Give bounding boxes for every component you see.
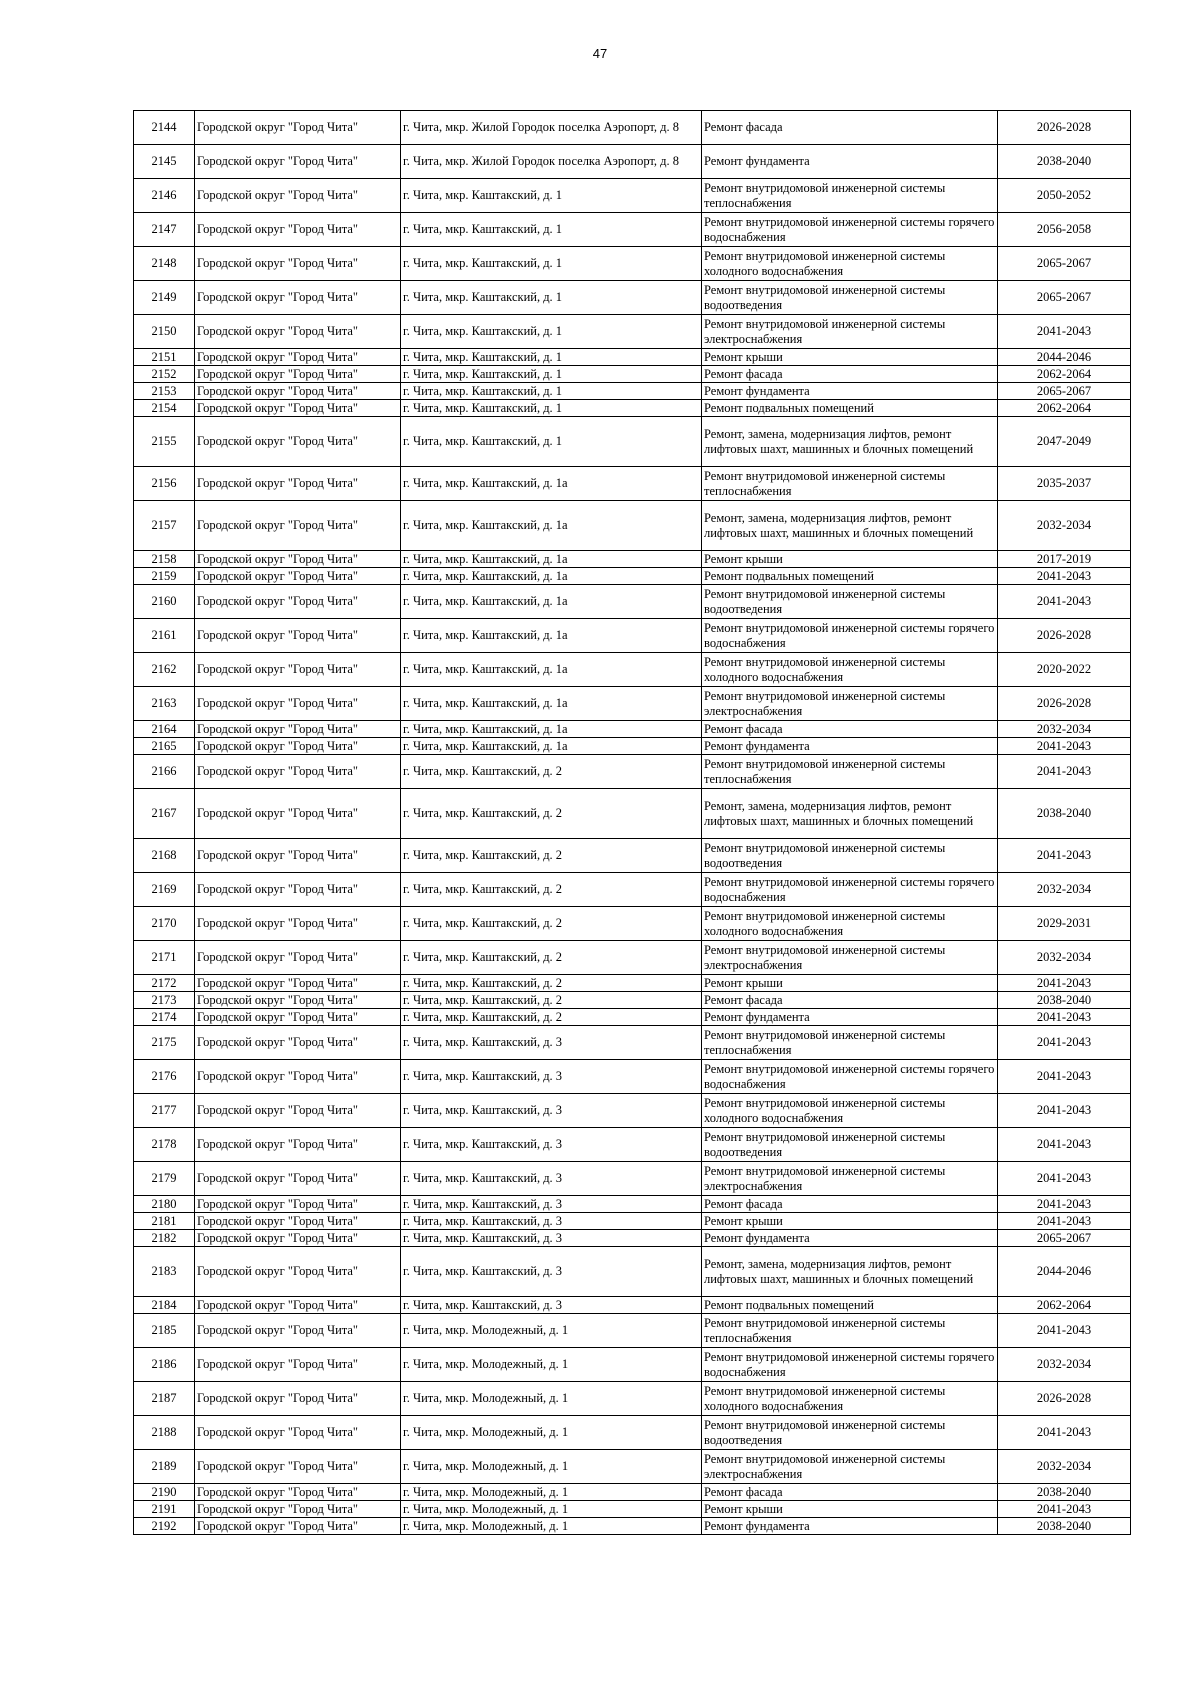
years-cell: 2041-2043	[998, 1060, 1131, 1094]
row-number-cell: 2179	[134, 1162, 195, 1196]
municipality-cell: Городской округ "Город Чита"	[195, 315, 401, 349]
row-number-cell: 2167	[134, 789, 195, 839]
work-type-cell: Ремонт фундамента	[702, 1009, 998, 1026]
municipality-cell: Городской округ "Город Чита"	[195, 789, 401, 839]
municipality-cell: Городской округ "Город Чита"	[195, 1382, 401, 1416]
address-cell: г. Чита, мкр. Молодежный, д. 1	[401, 1348, 702, 1382]
municipality-cell: Городской округ "Город Чита"	[195, 1162, 401, 1196]
table-row	[134, 1416, 1131, 1450]
work-type-cell: Ремонт внутридомовой инженерной системы горячего водоснабжения	[702, 619, 998, 653]
row-number-cell: 2155	[134, 417, 195, 467]
municipality-cell: Городской округ "Город Чита"	[195, 281, 401, 315]
work-type-cell: Ремонт фундамента	[702, 145, 998, 179]
address-cell: г. Чита, мкр. Каштакский, д. 1а	[401, 551, 702, 568]
row-number-cell: 2168	[134, 839, 195, 873]
work-type-cell: Ремонт внутридомовой инженерной системы водоотведения	[702, 839, 998, 873]
years-cell: 2026-2028	[998, 111, 1131, 145]
years-cell: 2044-2046	[998, 1247, 1131, 1297]
work-type-cell: Ремонт, замена, модернизация лифтов, ремонт лифтовых шахт, машинных и блочных помещений	[702, 1247, 998, 1297]
table-row	[134, 585, 1131, 619]
municipality-cell: Городской округ "Город Чита"	[195, 1247, 401, 1297]
address-cell: г. Чита, мкр. Каштакский, д. 3	[401, 1162, 702, 1196]
address-cell: г. Чита, мкр. Каштакский, д. 3	[401, 1247, 702, 1297]
table-row	[134, 721, 1131, 738]
work-type-cell: Ремонт внутридомовой инженерной системы водоотведения	[702, 281, 998, 315]
table-row	[134, 1213, 1131, 1230]
address-cell: г. Чита, мкр. Каштакский, д. 3	[401, 1026, 702, 1060]
row-number-cell: 2154	[134, 400, 195, 417]
address-cell: г. Чита, мкр. Жилой Городок поселка Аэропорт, д. 8	[401, 111, 702, 145]
table-row	[134, 1501, 1131, 1518]
work-type-cell: Ремонт фасада	[702, 992, 998, 1009]
work-type-cell: Ремонт внутридомовой инженерной системы холодного водоснабжения	[702, 247, 998, 281]
table-row	[134, 1060, 1131, 1094]
address-cell: г. Чита, мкр. Каштакский, д. 1а	[401, 501, 702, 551]
work-type-cell: Ремонт крыши	[702, 1213, 998, 1230]
work-type-cell: Ремонт крыши	[702, 975, 998, 992]
address-cell: г. Чита, мкр. Каштакский, д. 2	[401, 975, 702, 992]
municipality-cell: Городской округ "Город Чита"	[195, 687, 401, 721]
address-cell: г. Чита, мкр. Каштакский, д. 1а	[401, 619, 702, 653]
row-number-cell: 2162	[134, 653, 195, 687]
municipality-cell: Городской округ "Город Чита"	[195, 1501, 401, 1518]
address-cell: г. Чита, мкр. Молодежный, д. 1	[401, 1484, 702, 1501]
table-row	[134, 1247, 1131, 1297]
address-cell: г. Чита, мкр. Жилой Городок поселка Аэропорт, д. 8	[401, 145, 702, 179]
address-cell: г. Чита, мкр. Каштакский, д. 1а	[401, 687, 702, 721]
row-number-cell: 2147	[134, 213, 195, 247]
work-type-cell: Ремонт внутридомовой инженерной системы горячего водоснабжения	[702, 213, 998, 247]
row-number-cell: 2174	[134, 1009, 195, 1026]
years-cell: 2038-2040	[998, 1484, 1131, 1501]
municipality-cell: Городской округ "Город Чита"	[195, 1128, 401, 1162]
municipality-cell: Городской округ "Город Чита"	[195, 992, 401, 1009]
table-row	[134, 1314, 1131, 1348]
table-row	[134, 247, 1131, 281]
row-number-cell: 2146	[134, 179, 195, 213]
address-cell: г. Чита, мкр. Каштакский, д. 3	[401, 1297, 702, 1314]
work-type-cell: Ремонт фасада	[702, 1484, 998, 1501]
years-cell: 2029-2031	[998, 907, 1131, 941]
years-cell: 2065-2067	[998, 281, 1131, 315]
years-cell: 2038-2040	[998, 1518, 1131, 1535]
address-cell: г. Чита, мкр. Каштакский, д. 3	[401, 1196, 702, 1213]
work-type-cell: Ремонт внутридомовой инженерной системы электроснабжения	[702, 941, 998, 975]
address-cell: г. Чита, мкр. Каштакский, д. 3	[401, 1094, 702, 1128]
work-type-cell: Ремонт внутридомовой инженерной системы водоотведения	[702, 585, 998, 619]
work-type-cell: Ремонт внутридомовой инженерной системы горячего водоснабжения	[702, 873, 998, 907]
row-number-cell: 2153	[134, 383, 195, 400]
municipality-cell: Городской округ "Город Чита"	[195, 501, 401, 551]
work-type-cell: Ремонт внутридомовой инженерной системы теплоснабжения	[702, 467, 998, 501]
address-cell: г. Чита, мкр. Каштакский, д. 1	[401, 349, 702, 366]
table-row	[134, 941, 1131, 975]
address-cell: г. Чита, мкр. Каштакский, д. 1	[401, 400, 702, 417]
work-type-cell: Ремонт внутридомовой инженерной системы холодного водоснабжения	[702, 653, 998, 687]
row-number-cell: 2157	[134, 501, 195, 551]
municipality-cell: Городской округ "Город Чита"	[195, 467, 401, 501]
address-cell: г. Чита, мкр. Каштакский, д. 3	[401, 1060, 702, 1094]
years-cell: 2032-2034	[998, 721, 1131, 738]
row-number-cell: 2159	[134, 568, 195, 585]
row-number-cell: 2187	[134, 1382, 195, 1416]
table-row	[134, 366, 1131, 383]
table-row	[134, 1009, 1131, 1026]
table-row	[134, 145, 1131, 179]
address-cell: г. Чита, мкр. Молодежный, д. 1	[401, 1518, 702, 1535]
table-row	[134, 992, 1131, 1009]
years-cell: 2032-2034	[998, 1450, 1131, 1484]
work-type-cell: Ремонт внутридомовой инженерной системы водоотведения	[702, 1128, 998, 1162]
row-number-cell: 2171	[134, 941, 195, 975]
row-number-cell: 2160	[134, 585, 195, 619]
municipality-cell: Городской округ "Город Чита"	[195, 1314, 401, 1348]
table-row	[134, 975, 1131, 992]
work-type-cell: Ремонт внутридомовой инженерной системы электроснабжения	[702, 1450, 998, 1484]
municipality-cell: Городской округ "Город Чита"	[195, 247, 401, 281]
row-number-cell: 2180	[134, 1196, 195, 1213]
address-cell: г. Чита, мкр. Каштакский, д. 1	[401, 366, 702, 383]
work-type-cell: Ремонт фасада	[702, 1196, 998, 1213]
years-cell: 2056-2058	[998, 213, 1131, 247]
row-number-cell: 2152	[134, 366, 195, 383]
table-row	[134, 281, 1131, 315]
address-cell: г. Чита, мкр. Каштакский, д. 1	[401, 179, 702, 213]
row-number-cell: 2172	[134, 975, 195, 992]
years-cell: 2041-2043	[998, 1213, 1131, 1230]
work-type-cell: Ремонт внутридомовой инженерной системы теплоснабжения	[702, 1026, 998, 1060]
table-row	[134, 738, 1131, 755]
years-cell: 2038-2040	[998, 145, 1131, 179]
row-number-cell: 2188	[134, 1416, 195, 1450]
work-type-cell: Ремонт фундамента	[702, 738, 998, 755]
address-cell: г. Чита, мкр. Каштакский, д. 1а	[401, 568, 702, 585]
address-cell: г. Чита, мкр. Молодежный, д. 1	[401, 1501, 702, 1518]
municipality-cell: Городской округ "Город Чита"	[195, 941, 401, 975]
work-type-cell: Ремонт фундамента	[702, 1230, 998, 1247]
address-cell: г. Чита, мкр. Каштакский, д. 2	[401, 755, 702, 789]
municipality-cell: Городской округ "Город Чита"	[195, 1094, 401, 1128]
row-number-cell: 2150	[134, 315, 195, 349]
address-cell: г. Чита, мкр. Каштакский, д. 1	[401, 315, 702, 349]
years-cell: 2041-2043	[998, 755, 1131, 789]
row-number-cell: 2161	[134, 619, 195, 653]
municipality-cell: Городской округ "Город Чита"	[195, 1009, 401, 1026]
row-number-cell: 2163	[134, 687, 195, 721]
address-cell: г. Чита, мкр. Каштакский, д. 1	[401, 247, 702, 281]
municipality-cell: Городской округ "Город Чита"	[195, 1213, 401, 1230]
table-row	[134, 687, 1131, 721]
municipality-cell: Городской округ "Город Чита"	[195, 366, 401, 383]
years-cell: 2041-2043	[998, 975, 1131, 992]
address-cell: г. Чита, мкр. Каштакский, д. 1а	[401, 721, 702, 738]
table-row	[134, 111, 1131, 145]
row-number-cell: 2165	[134, 738, 195, 755]
address-cell: г. Чита, мкр. Каштакский, д. 1	[401, 281, 702, 315]
work-type-cell: Ремонт внутридомовой инженерной системы теплоснабжения	[702, 755, 998, 789]
work-type-cell: Ремонт крыши	[702, 551, 998, 568]
municipality-cell: Городской округ "Город Чита"	[195, 417, 401, 467]
table-row	[134, 349, 1131, 366]
municipality-cell: Городской округ "Город Чита"	[195, 907, 401, 941]
work-type-cell: Ремонт подвальных помещений	[702, 1297, 998, 1314]
work-type-cell: Ремонт внутридомовой инженерной системы электроснабжения	[702, 687, 998, 721]
years-cell: 2038-2040	[998, 992, 1131, 1009]
row-number-cell: 2156	[134, 467, 195, 501]
row-number-cell: 2149	[134, 281, 195, 315]
work-type-cell: Ремонт, замена, модернизация лифтов, ремонт лифтовых шахт, машинных и блочных помещений	[702, 789, 998, 839]
address-cell: г. Чита, мкр. Каштакский, д. 2	[401, 839, 702, 873]
row-number-cell: 2175	[134, 1026, 195, 1060]
years-cell: 2041-2043	[998, 738, 1131, 755]
work-type-cell: Ремонт внутридомовой инженерной системы холодного водоснабжения	[702, 1382, 998, 1416]
municipality-cell: Городской округ "Город Чита"	[195, 738, 401, 755]
work-type-cell: Ремонт внутридомовой инженерной системы холодного водоснабжения	[702, 1094, 998, 1128]
municipality-cell: Городской округ "Город Чита"	[195, 1230, 401, 1247]
municipality-cell: Городской округ "Город Чита"	[195, 1416, 401, 1450]
table-row	[134, 1196, 1131, 1213]
address-cell: г. Чита, мкр. Молодежный, д. 1	[401, 1450, 702, 1484]
years-cell: 2050-2052	[998, 179, 1131, 213]
years-cell: 2041-2043	[998, 1009, 1131, 1026]
work-type-cell: Ремонт фасада	[702, 366, 998, 383]
municipality-cell: Городской округ "Город Чита"	[195, 551, 401, 568]
row-number-cell: 2158	[134, 551, 195, 568]
row-number-cell: 2170	[134, 907, 195, 941]
years-cell: 2032-2034	[998, 873, 1131, 907]
address-cell: г. Чита, мкр. Молодежный, д. 1	[401, 1382, 702, 1416]
table-row	[134, 417, 1131, 467]
municipality-cell: Городской округ "Город Чита"	[195, 179, 401, 213]
row-number-cell: 2191	[134, 1501, 195, 1518]
address-cell: г. Чита, мкр. Каштакский, д. 3	[401, 1128, 702, 1162]
years-cell: 2026-2028	[998, 1382, 1131, 1416]
work-type-cell: Ремонт подвальных помещений	[702, 568, 998, 585]
row-number-cell: 2184	[134, 1297, 195, 1314]
table-row	[134, 1094, 1131, 1128]
table-row	[134, 568, 1131, 585]
work-type-cell: Ремонт внутридомовой инженерной системы теплоснабжения	[702, 179, 998, 213]
table-row	[134, 383, 1131, 400]
work-type-cell: Ремонт внутридомовой инженерной системы водоотведения	[702, 1416, 998, 1450]
row-number-cell: 2177	[134, 1094, 195, 1128]
table-row	[134, 213, 1131, 247]
municipality-cell: Городской округ "Город Чита"	[195, 568, 401, 585]
municipality-cell: Городской округ "Город Чита"	[195, 1297, 401, 1314]
years-cell: 2065-2067	[998, 1230, 1131, 1247]
page-number: 47	[592, 46, 608, 61]
table-row	[134, 789, 1131, 839]
address-cell: г. Чита, мкр. Каштакский, д. 2	[401, 992, 702, 1009]
table-row	[134, 551, 1131, 568]
years-cell: 2041-2043	[998, 1128, 1131, 1162]
row-number-cell: 2151	[134, 349, 195, 366]
address-cell: г. Чита, мкр. Каштакский, д. 2	[401, 1009, 702, 1026]
municipality-cell: Городской округ "Город Чита"	[195, 1196, 401, 1213]
address-cell: г. Чита, мкр. Молодежный, д. 1	[401, 1416, 702, 1450]
years-cell: 2020-2022	[998, 653, 1131, 687]
municipality-cell: Городской округ "Город Чита"	[195, 585, 401, 619]
years-cell: 2041-2043	[998, 315, 1131, 349]
municipality-cell: Городской округ "Город Чита"	[195, 619, 401, 653]
table-row	[134, 179, 1131, 213]
table-row	[134, 873, 1131, 907]
work-type-cell: Ремонт, замена, модернизация лифтов, ремонт лифтовых шахт, машинных и блочных помещений	[702, 501, 998, 551]
address-cell: г. Чита, мкр. Каштакский, д. 1а	[401, 585, 702, 619]
address-cell: г. Чита, мкр. Каштакский, д. 1	[401, 213, 702, 247]
row-number-cell: 2182	[134, 1230, 195, 1247]
years-cell: 2026-2028	[998, 687, 1131, 721]
work-type-cell: Ремонт фундамента	[702, 1518, 998, 1535]
table-row	[134, 653, 1131, 687]
address-cell: г. Чита, мкр. Каштакский, д. 2	[401, 907, 702, 941]
work-type-cell: Ремонт подвальных помещений	[702, 400, 998, 417]
municipality-cell: Городской округ "Город Чита"	[195, 873, 401, 907]
years-cell: 2044-2046	[998, 349, 1131, 366]
work-type-cell: Ремонт фасада	[702, 111, 998, 145]
table-row	[134, 315, 1131, 349]
work-type-cell: Ремонт крыши	[702, 1501, 998, 1518]
row-number-cell: 2192	[134, 1518, 195, 1535]
row-number-cell: 2181	[134, 1213, 195, 1230]
years-cell: 2041-2043	[998, 568, 1131, 585]
municipality-cell: Городской округ "Город Чита"	[195, 213, 401, 247]
table-row	[134, 501, 1131, 551]
row-number-cell: 2164	[134, 721, 195, 738]
address-cell: г. Чита, мкр. Каштакский, д. 1а	[401, 467, 702, 501]
repair-schedule-table	[133, 110, 1131, 1535]
address-cell: г. Чита, мкр. Каштакский, д. 1	[401, 417, 702, 467]
municipality-cell: Городской округ "Город Чита"	[195, 1348, 401, 1382]
years-cell: 2041-2043	[998, 1416, 1131, 1450]
years-cell: 2032-2034	[998, 941, 1131, 975]
row-number-cell: 2190	[134, 1484, 195, 1501]
years-cell: 2041-2043	[998, 839, 1131, 873]
municipality-cell: Городской округ "Город Чита"	[195, 839, 401, 873]
years-cell: 2041-2043	[998, 1094, 1131, 1128]
address-cell: г. Чита, мкр. Молодежный, д. 1	[401, 1314, 702, 1348]
table-row	[134, 1348, 1131, 1382]
table-body	[134, 111, 1131, 1535]
years-cell: 2047-2049	[998, 417, 1131, 467]
municipality-cell: Городской округ "Город Чита"	[195, 755, 401, 789]
municipality-cell: Городской округ "Город Чита"	[195, 653, 401, 687]
address-cell: г. Чита, мкр. Каштакский, д. 2	[401, 941, 702, 975]
municipality-cell: Городской округ "Город Чита"	[195, 721, 401, 738]
municipality-cell: Городской округ "Город Чита"	[195, 1060, 401, 1094]
table-row	[134, 467, 1131, 501]
table-row	[134, 1230, 1131, 1247]
municipality-cell: Городской округ "Город Чита"	[195, 400, 401, 417]
table-row	[134, 1450, 1131, 1484]
municipality-cell: Городской округ "Город Чита"	[195, 1484, 401, 1501]
address-cell: г. Чита, мкр. Каштакский, д. 1а	[401, 653, 702, 687]
table-row	[134, 907, 1131, 941]
table-row	[134, 1518, 1131, 1535]
work-type-cell: Ремонт внутридомовой инженерной системы холодного водоснабжения	[702, 907, 998, 941]
municipality-cell: Городской округ "Город Чита"	[195, 1518, 401, 1535]
table-row	[134, 1026, 1131, 1060]
years-cell: 2041-2043	[998, 1501, 1131, 1518]
table-row	[134, 1297, 1131, 1314]
address-cell: г. Чита, мкр. Каштакский, д. 1	[401, 383, 702, 400]
address-cell: г. Чита, мкр. Каштакский, д. 1а	[401, 738, 702, 755]
years-cell: 2041-2043	[998, 1314, 1131, 1348]
row-number-cell: 2144	[134, 111, 195, 145]
work-type-cell: Ремонт внутридомовой инженерной системы теплоснабжения	[702, 1314, 998, 1348]
years-cell: 2041-2043	[998, 1196, 1131, 1213]
years-cell: 2041-2043	[998, 1026, 1131, 1060]
years-cell: 2017-2019	[998, 551, 1131, 568]
row-number-cell: 2176	[134, 1060, 195, 1094]
years-cell: 2026-2028	[998, 619, 1131, 653]
table-row	[134, 1128, 1131, 1162]
row-number-cell: 2148	[134, 247, 195, 281]
table-row	[134, 755, 1131, 789]
years-cell: 2038-2040	[998, 789, 1131, 839]
municipality-cell: Городской округ "Город Чита"	[195, 145, 401, 179]
work-type-cell: Ремонт, замена, модернизация лифтов, ремонт лифтовых шахт, машинных и блочных помещений	[702, 417, 998, 467]
years-cell: 2062-2064	[998, 1297, 1131, 1314]
municipality-cell: Городской округ "Город Чита"	[195, 349, 401, 366]
years-cell: 2041-2043	[998, 585, 1131, 619]
years-cell: 2065-2067	[998, 247, 1131, 281]
table-row	[134, 839, 1131, 873]
work-type-cell: Ремонт фасада	[702, 721, 998, 738]
municipality-cell: Городской округ "Город Чита"	[195, 975, 401, 992]
row-number-cell: 2166	[134, 755, 195, 789]
work-type-cell: Ремонт фундамента	[702, 383, 998, 400]
work-type-cell: Ремонт внутридомовой инженерной системы электроснабжения	[702, 1162, 998, 1196]
row-number-cell: 2145	[134, 145, 195, 179]
work-type-cell: Ремонт крыши	[702, 349, 998, 366]
address-cell: г. Чита, мкр. Каштакский, д. 3	[401, 1213, 702, 1230]
row-number-cell: 2183	[134, 1247, 195, 1297]
table-row	[134, 400, 1131, 417]
years-cell: 2032-2034	[998, 501, 1131, 551]
years-cell: 2035-2037	[998, 467, 1131, 501]
municipality-cell: Городской округ "Город Чита"	[195, 1026, 401, 1060]
table-row	[134, 1484, 1131, 1501]
work-type-cell: Ремонт внутридомовой инженерной системы электроснабжения	[702, 315, 998, 349]
row-number-cell: 2186	[134, 1348, 195, 1382]
address-cell: г. Чита, мкр. Каштакский, д. 2	[401, 873, 702, 907]
table-row	[134, 1162, 1131, 1196]
table-row	[134, 1382, 1131, 1416]
years-cell: 2062-2064	[998, 366, 1131, 383]
table-row	[134, 619, 1131, 653]
work-type-cell: Ремонт внутридомовой инженерной системы горячего водоснабжения	[702, 1060, 998, 1094]
address-cell: г. Чита, мкр. Каштакский, д. 2	[401, 789, 702, 839]
row-number-cell: 2178	[134, 1128, 195, 1162]
years-cell: 2065-2067	[998, 383, 1131, 400]
row-number-cell: 2189	[134, 1450, 195, 1484]
row-number-cell: 2173	[134, 992, 195, 1009]
years-cell: 2062-2064	[998, 400, 1131, 417]
municipality-cell: Городской округ "Город Чита"	[195, 111, 401, 145]
address-cell: г. Чита, мкр. Каштакский, д. 3	[401, 1230, 702, 1247]
work-type-cell: Ремонт внутридомовой инженерной системы горячего водоснабжения	[702, 1348, 998, 1382]
years-cell: 2041-2043	[998, 1162, 1131, 1196]
municipality-cell: Городской округ "Город Чита"	[195, 383, 401, 400]
municipality-cell: Городской округ "Город Чита"	[195, 1450, 401, 1484]
row-number-cell: 2169	[134, 873, 195, 907]
years-cell: 2032-2034	[998, 1348, 1131, 1382]
row-number-cell: 2185	[134, 1314, 195, 1348]
